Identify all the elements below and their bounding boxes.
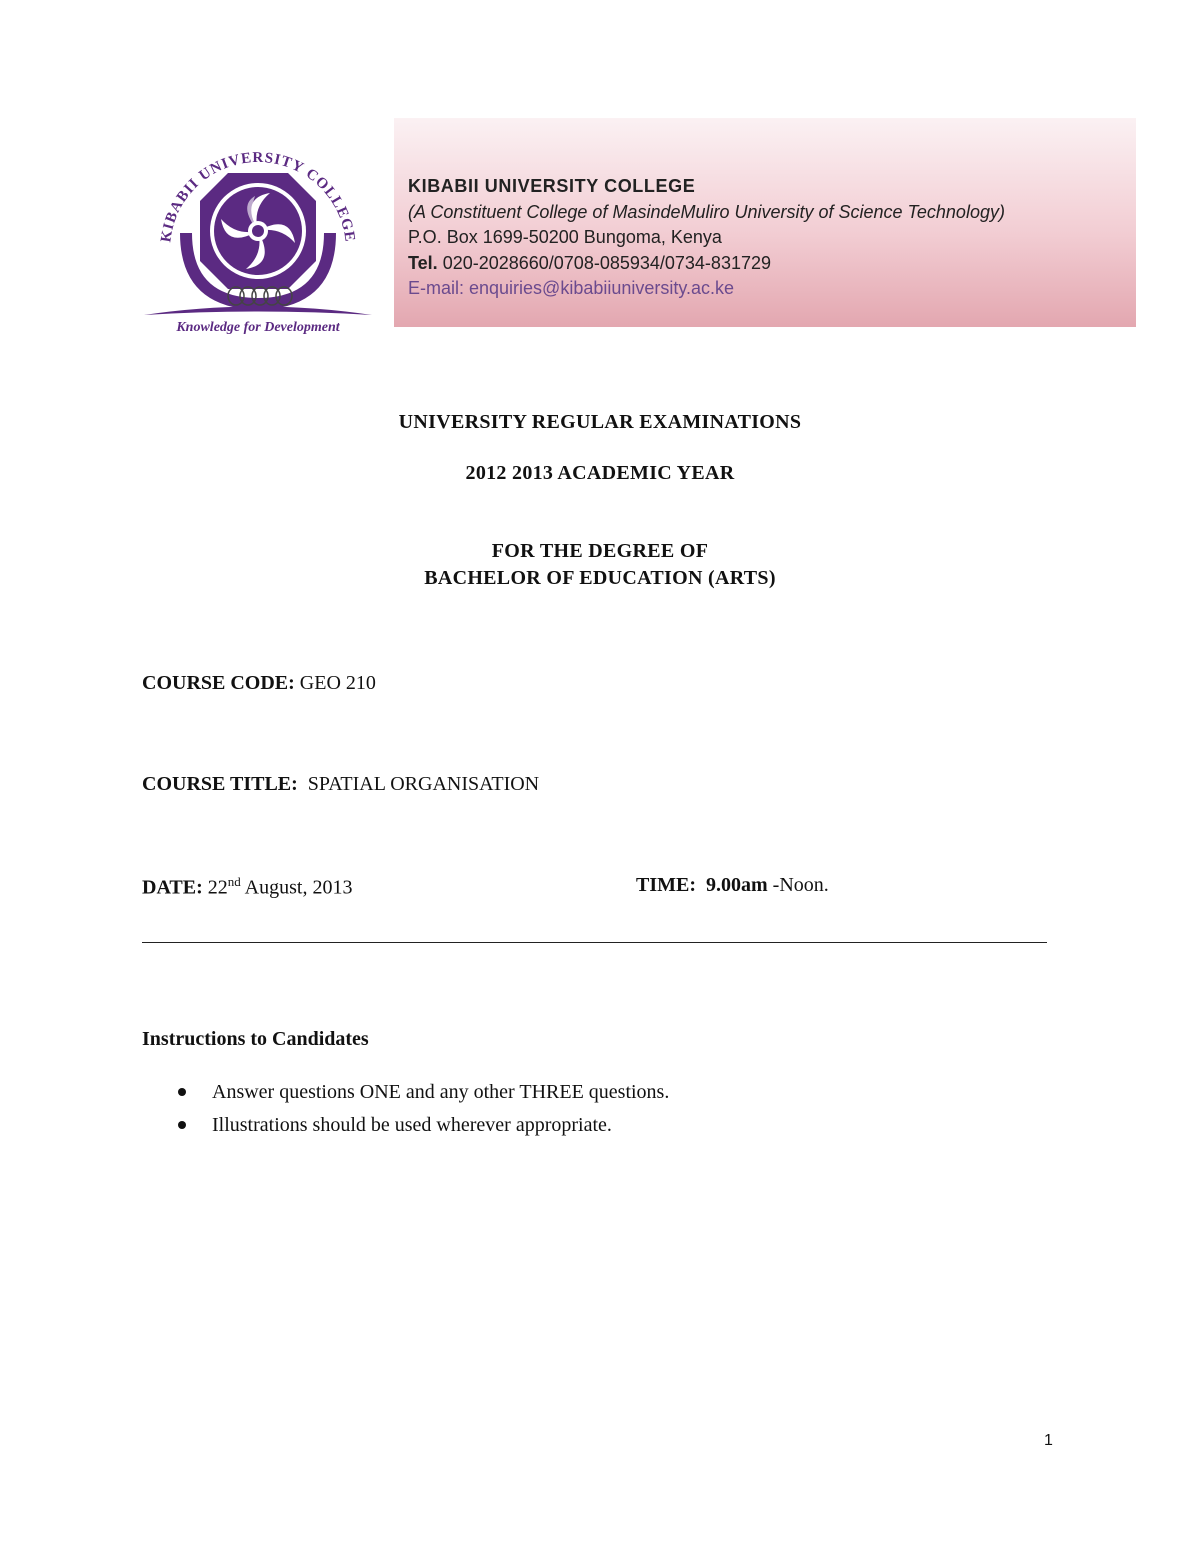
instructions-list <box>142 1078 669 1144</box>
date-rest: August, 2013 <box>244 876 353 899</box>
telephone-label: Tel. <box>408 252 438 273</box>
logo-arc-text: KIBABII UNIVERSITY COLLEGE <box>158 149 358 244</box>
instructions-heading: Instructions to Candidates <box>142 1028 369 1050</box>
course-code <box>142 672 376 695</box>
institution-name: KIBABII UNIVERSITY COLLEGE <box>408 176 696 196</box>
logo-motto: Knowledge for Development <box>176 320 340 335</box>
instruction-text: Illustrations should be used wherever appropriate. <box>212 1114 612 1136</box>
academic-year: 2012 2013 ACADEMIC YEAR <box>465 462 735 484</box>
page-number: 1 <box>1044 1432 1053 1449</box>
date-day: 22 <box>207 876 228 899</box>
exam-date <box>142 874 352 900</box>
affiliation: (A Constituent College of MasindeMuliro University of Science Technology) <box>408 201 1005 222</box>
exam-title: UNIVERSITY REGULAR EXAMINATIONS <box>398 411 802 433</box>
course-title-value: SPATIAL ORGANISATION <box>307 773 540 795</box>
course-title-label: COURSE TITLE: <box>142 773 298 795</box>
university-logo <box>140 138 376 340</box>
instruction-text: Answer questions ONE and any other THREE questions. <box>212 1081 670 1103</box>
email[interactable]: E-mail: enquiries@kibabiiuniversity.ac.ke <box>408 278 735 298</box>
postal-address: P.O. Box 1699-50200 Bungoma, Kenya <box>408 227 722 247</box>
separator-line <box>142 942 1047 943</box>
time-label: TIME: <box>636 874 696 896</box>
exam-time <box>636 874 829 897</box>
course-code-label: COURSE CODE: <box>142 672 295 694</box>
time-rest: -Noon. <box>772 874 829 896</box>
time-value: 9.00am <box>706 874 768 896</box>
bullet-icon <box>178 1088 186 1096</box>
date-suffix: nd <box>227 874 241 889</box>
header-banner <box>394 118 1136 327</box>
list-item <box>142 1111 669 1144</box>
list-item <box>142 1078 669 1111</box>
date-label: DATE: <box>142 876 203 899</box>
course-title <box>142 773 539 796</box>
telephone <box>408 251 1005 277</box>
degree-line-1: FOR THE DEGREE OF <box>491 540 709 562</box>
degree-line-2: BACHELOR OF EDUCATION (ARTS) <box>424 567 776 589</box>
telephone-numbers: 020-2028660/0708-085934/0734-831729 <box>442 252 771 273</box>
course-code-value: GEO 210 <box>299 672 376 694</box>
bullet-icon <box>178 1121 186 1129</box>
